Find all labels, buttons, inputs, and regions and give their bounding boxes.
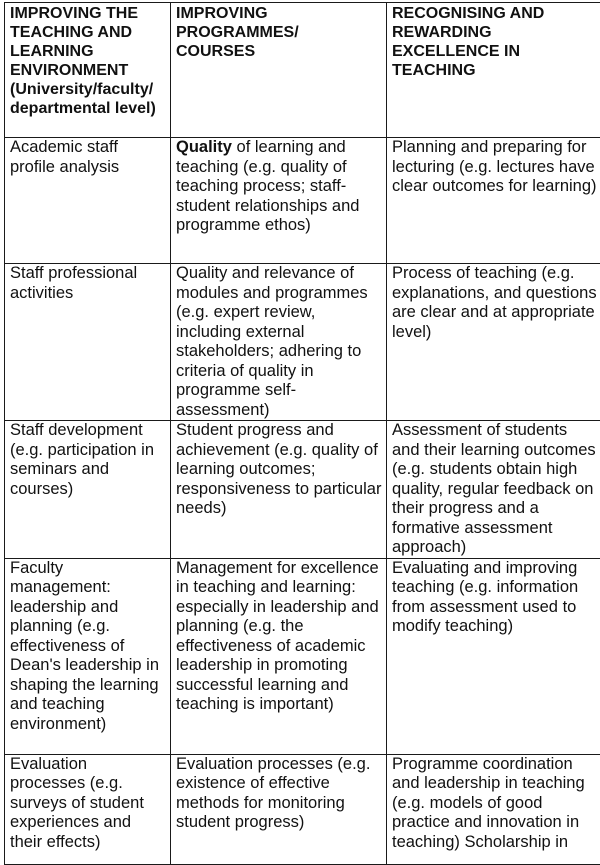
table-row — [5, 754, 600, 864]
table-cell: Management for excellence in teaching and learning: especially in leadership and planning (e.g. the effectiveness of academic leadership in promoting successful learning and teaching is important) — [171, 558, 387, 754]
table-row — [5, 558, 600, 754]
table-row — [5, 264, 600, 421]
table-cell: Academic staff profile analysis — [5, 138, 171, 264]
table-cell: Staff development (e.g. participation in seminars and courses) — [5, 421, 171, 559]
table-cell: Process of teaching (e.g. explanations, and questions are clear and at appropriate level) — [387, 264, 600, 421]
column-header-programmes: IMPROVING PROGRAMMES/ COURSES — [171, 3, 387, 138]
table-cell: Staff professional activities — [5, 264, 171, 421]
table-cell: Evaluating and improving teaching (e.g. information from assessment used to modify teaching) — [387, 558, 600, 754]
table-cell: Assessment of students and their learning outcomes (e.g. students obtain high quality, regular feedback on their progress and a formative assessment approach) — [387, 421, 600, 559]
bold-lead-text: Quality — [176, 138, 232, 156]
teaching-excellence-table — [4, 2, 600, 865]
table-header-row — [5, 3, 600, 138]
table-cell: Student progress and achievement (e.g. quality of learning outcomes; responsiveness to particular needs) — [171, 421, 387, 559]
table-cell — [171, 138, 387, 264]
table-cell: Faculty management: leadership and planning (e.g. effectiveness of Dean's leadership in shaping the learning and teaching environment) — [5, 558, 171, 754]
cell-text: of learning and teaching (e.g. quality of teaching process; staff-student relationships and programme ethos) — [176, 138, 359, 234]
table-row — [5, 421, 600, 559]
column-header-recognising: RECOGNISING AND REWARDING EXCELLENCE IN TEACHING — [387, 3, 600, 138]
table-cell: Planning and preparing for lecturing (e.g. lectures have clear outcomes for learning) — [387, 138, 600, 264]
table-cell: Programme coordination and leadership in teaching (e.g. models of good practice and innovation in teaching) Scholarship in — [387, 754, 600, 864]
table-cell: Evaluation processes (e.g. surveys of student experiences and their effects) — [5, 754, 171, 864]
column-header-environment: IMPROVING THE TEACHING AND LEARNING ENVIRONMENT (University/faculty/ departmental level) — [5, 3, 171, 138]
table-cell: Evaluation processes (e.g. existence of effective methods for monitoring student progress) — [171, 754, 387, 864]
table-cell: Quality and relevance of modules and programmes (e.g. expert review, including external stakeholders; adhering to criteria of quality in programme self-assessment) — [171, 264, 387, 421]
table-row — [5, 138, 600, 264]
